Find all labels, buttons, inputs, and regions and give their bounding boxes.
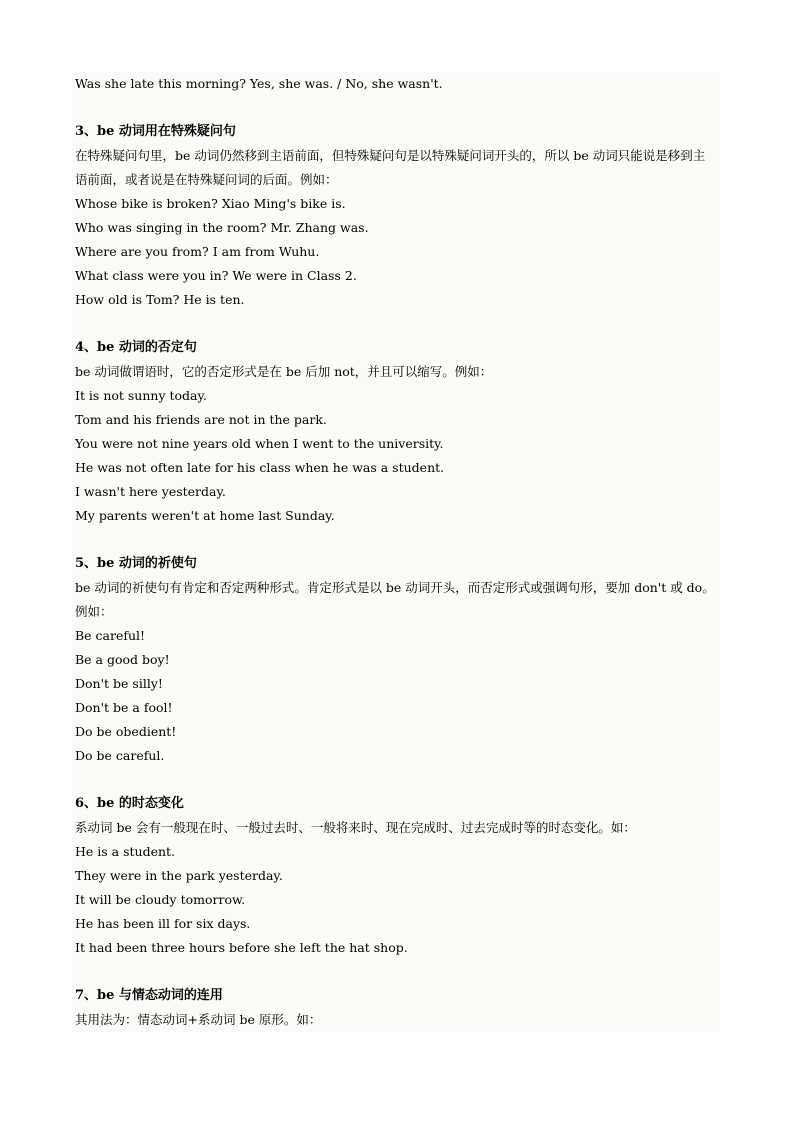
- example-sentence: It is not sunny today.: [75, 388, 207, 403]
- example-sentence: You were not nine years old when I went to the university.: [75, 436, 444, 451]
- section-5: [75, 552, 717, 768]
- section-heading: 7、be 与情态动词的连用: [75, 988, 223, 1003]
- document-body: [72, 72, 720, 1032]
- example-sentence: Be careful!: [75, 628, 146, 643]
- section-description: be 动词做谓语时，它的否定形式是在 be 后加 not，并且可以缩写。例如：: [75, 364, 493, 379]
- example-sentence: Whose bike is broken? Xiao Ming's bike is.: [75, 196, 346, 211]
- example-sentence: They were in the park yesterday.: [75, 868, 283, 883]
- example-sentence: He is a student.: [75, 844, 176, 859]
- example-sentence: It had been three hours before she left the hat shop.: [75, 940, 408, 955]
- example-sentence: It will be cloudy tomorrow.: [75, 892, 246, 907]
- section-description: 系动词 be 会有一般现在时、一般过去时、一般将来时、现在完成时、过去完成时等的时态变化。如：: [75, 820, 636, 835]
- example-sentence: I wasn't here yesterday.: [75, 484, 226, 499]
- example-sentence: Be a good boy!: [75, 652, 170, 667]
- section-7: [75, 984, 717, 1032]
- section-3: [75, 120, 717, 312]
- section-heading: 5、be 动词的祈使句: [75, 556, 197, 571]
- example-sentence: What class were you in? We were in Class 2.: [75, 268, 357, 283]
- example-sentence: Where are you from? I am from Wuhu.: [75, 244, 320, 259]
- section-6: [75, 792, 717, 960]
- example-sentence: Don't be silly!: [75, 676, 163, 691]
- section-heading: 4、be 动词的否定句: [75, 340, 197, 355]
- section-heading: 6、be 的时态变化: [75, 796, 184, 811]
- section-description: 其用法为：情态动词+系动词 be 原形。如：: [75, 1012, 322, 1027]
- example-sentence: Do be careful.: [75, 748, 165, 763]
- section-description: 在特殊疑问句里，be 动词仍然移到主语前面，但特殊疑问句是以特殊疑问词开头的，所以 be 动词只能说是移到主语前面，或者说是在特殊疑问词的后面。例如：: [75, 148, 706, 187]
- example-sentence: He has been ill for six days.: [75, 916, 251, 931]
- example-sentence: Who was singing in the room? Mr. Zhang was.: [75, 220, 369, 235]
- example-sentence: Do be obedient!: [75, 724, 177, 739]
- example-sentence: Don't be a fool!: [75, 700, 173, 715]
- example-sentence: How old is Tom? He is ten.: [75, 292, 245, 307]
- intro-example: Was she late this morning? Yes, she was. / No, she wasn't.: [75, 76, 443, 91]
- section-4: [75, 336, 717, 528]
- example-sentence: He was not often late for his class when he was a student.: [75, 460, 445, 475]
- section-heading: 3、be 动词用在特殊疑问句: [75, 124, 236, 139]
- section-description: be 动词的祈使句有肯定和否定两种形式。肯定形式是以 be 动词开头，而否定形式或强调句形，要加 don't 或 do。例如：: [75, 580, 715, 619]
- example-sentence: Tom and his friends are not in the park.: [75, 412, 327, 427]
- example-sentence: My parents weren't at home last Sunday.: [75, 508, 335, 523]
